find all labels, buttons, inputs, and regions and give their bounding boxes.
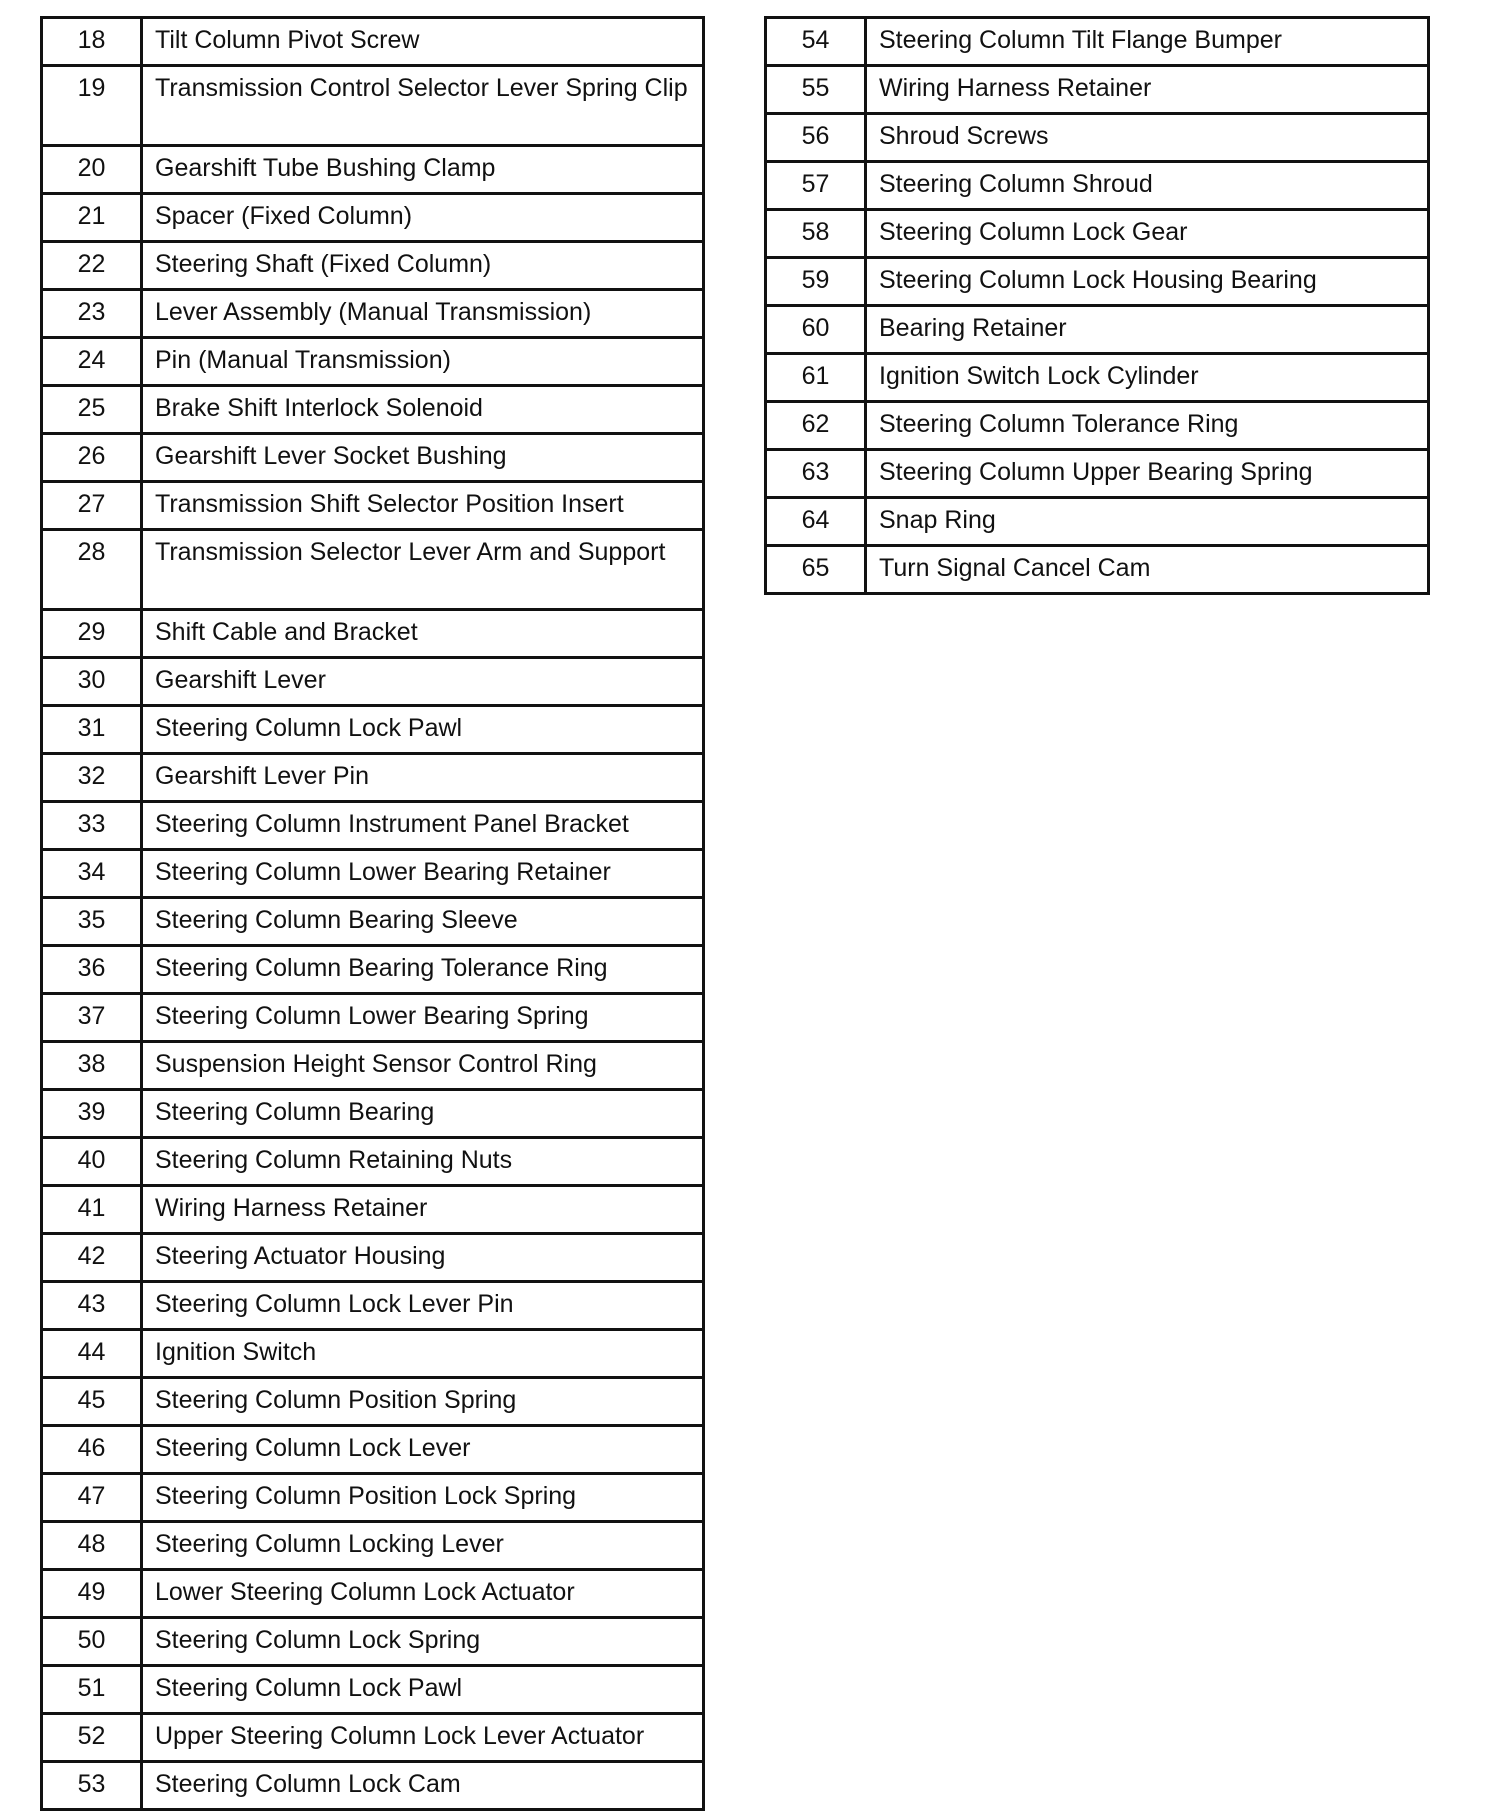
part-number: 45 (42, 1378, 142, 1426)
table-row (42, 1426, 704, 1474)
table-row (42, 290, 704, 338)
part-name: Steering Column Lower Bearing Spring (142, 994, 704, 1042)
table-row (42, 658, 704, 706)
part-number: 65 (766, 546, 866, 594)
part-number: 62 (766, 402, 866, 450)
table-row (42, 1186, 704, 1234)
table-row (766, 498, 1429, 546)
part-number: 59 (766, 258, 866, 306)
part-number: 30 (42, 658, 142, 706)
part-number: 48 (42, 1522, 142, 1570)
part-number: 35 (42, 898, 142, 946)
part-name: Suspension Height Sensor Control Ring (142, 1042, 704, 1090)
part-number: 21 (42, 194, 142, 242)
table-row (766, 258, 1429, 306)
part-number: 23 (42, 290, 142, 338)
table-row (766, 18, 1429, 66)
part-number: 43 (42, 1282, 142, 1330)
part-name: Steering Column Instrument Panel Bracket (142, 802, 704, 850)
part-name: Steering Column Lock Lever Pin (142, 1282, 704, 1330)
table-row (42, 994, 704, 1042)
part-name: Wiring Harness Retainer (866, 66, 1429, 114)
part-name: Shroud Screws (866, 114, 1429, 162)
part-number: 33 (42, 802, 142, 850)
part-number: 38 (42, 1042, 142, 1090)
part-name: Steering Column Lock Pawl (142, 706, 704, 754)
part-number: 61 (766, 354, 866, 402)
part-name: Steering Column Position Lock Spring (142, 1474, 704, 1522)
part-name: Steering Column Locking Lever (142, 1522, 704, 1570)
part-name: Steering Column Lower Bearing Retainer (142, 850, 704, 898)
table-row (766, 114, 1429, 162)
part-name: Steering Column Lock Cam (142, 1762, 704, 1810)
table-row (42, 66, 704, 146)
table-row (42, 1762, 704, 1810)
part-number: 24 (42, 338, 142, 386)
part-name: Tilt Column Pivot Screw (142, 18, 704, 66)
left-parts-table (40, 16, 705, 1811)
part-name: Steering Column Tilt Flange Bumper (866, 18, 1429, 66)
part-name: Ignition Switch (142, 1330, 704, 1378)
part-name: Steering Column Upper Bearing Spring (866, 450, 1429, 498)
part-number: 40 (42, 1138, 142, 1186)
part-number: 47 (42, 1474, 142, 1522)
part-number: 31 (42, 706, 142, 754)
part-name: Steering Column Lock Housing Bearing (866, 258, 1429, 306)
table-row (42, 706, 704, 754)
part-number: 52 (42, 1714, 142, 1762)
part-name: Steering Column Bearing (142, 1090, 704, 1138)
table-row (42, 1618, 704, 1666)
table-row (42, 1282, 704, 1330)
table-row (766, 306, 1429, 354)
part-name: Steering Column Bearing Tolerance Ring (142, 946, 704, 994)
table-row (42, 1474, 704, 1522)
table-row (766, 402, 1429, 450)
part-number: 44 (42, 1330, 142, 1378)
part-name: Steering Actuator Housing (142, 1234, 704, 1282)
table-row (766, 450, 1429, 498)
part-number: 29 (42, 610, 142, 658)
table-row (42, 1330, 704, 1378)
part-name: Steering Column Lock Lever (142, 1426, 704, 1474)
part-name: Wiring Harness Retainer (142, 1186, 704, 1234)
table-row (42, 1234, 704, 1282)
part-name: Gearshift Lever Socket Bushing (142, 434, 704, 482)
part-name: Transmission Selector Lever Arm and Support (142, 530, 704, 610)
part-name: Lever Assembly (Manual Transmission) (142, 290, 704, 338)
part-name: Bearing Retainer (866, 306, 1429, 354)
right-parts-table-body (766, 18, 1429, 594)
part-name: Steering Column Lock Pawl (142, 1666, 704, 1714)
part-name: Gearshift Tube Bushing Clamp (142, 146, 704, 194)
table-row (42, 1042, 704, 1090)
part-number: 53 (42, 1762, 142, 1810)
part-number: 20 (42, 146, 142, 194)
part-number: 39 (42, 1090, 142, 1138)
part-number: 41 (42, 1186, 142, 1234)
table-row (42, 610, 704, 658)
part-number: 60 (766, 306, 866, 354)
table-row (766, 546, 1429, 594)
part-number: 27 (42, 482, 142, 530)
part-number: 56 (766, 114, 866, 162)
table-row (42, 898, 704, 946)
table-row (42, 1714, 704, 1762)
table-row (42, 434, 704, 482)
part-number: 36 (42, 946, 142, 994)
part-number: 37 (42, 994, 142, 1042)
table-row (42, 1570, 704, 1618)
table-row (42, 338, 704, 386)
part-number: 55 (766, 66, 866, 114)
part-name: Steering Column Lock Spring (142, 1618, 704, 1666)
table-row (42, 530, 704, 610)
table-row (42, 194, 704, 242)
table-row (42, 482, 704, 530)
part-number: 51 (42, 1666, 142, 1714)
part-number: 57 (766, 162, 866, 210)
part-name: Snap Ring (866, 498, 1429, 546)
part-number: 54 (766, 18, 866, 66)
part-name: Steering Column Shroud (866, 162, 1429, 210)
part-name: Transmission Control Selector Lever Spring Clip (142, 66, 704, 146)
part-name: Spacer (Fixed Column) (142, 194, 704, 242)
part-name: Shift Cable and Bracket (142, 610, 704, 658)
part-number: 19 (42, 66, 142, 146)
part-number: 28 (42, 530, 142, 610)
part-name: Steering Column Lock Gear (866, 210, 1429, 258)
table-row (42, 1378, 704, 1426)
part-name: Brake Shift Interlock Solenoid (142, 386, 704, 434)
part-number: 22 (42, 242, 142, 290)
table-row (766, 66, 1429, 114)
part-number: 63 (766, 450, 866, 498)
table-row (42, 386, 704, 434)
table-row (42, 1522, 704, 1570)
part-name: Transmission Shift Selector Position Insert (142, 482, 704, 530)
part-name: Steering Column Retaining Nuts (142, 1138, 704, 1186)
table-row (42, 850, 704, 898)
table-row (42, 946, 704, 994)
part-number: 49 (42, 1570, 142, 1618)
table-row (766, 210, 1429, 258)
table-row (42, 18, 704, 66)
part-name: Steering Shaft (Fixed Column) (142, 242, 704, 290)
part-name: Steering Column Bearing Sleeve (142, 898, 704, 946)
part-number: 34 (42, 850, 142, 898)
part-name: Upper Steering Column Lock Lever Actuator (142, 1714, 704, 1762)
part-name: Lower Steering Column Lock Actuator (142, 1570, 704, 1618)
part-name: Turn Signal Cancel Cam (866, 546, 1429, 594)
part-number: 46 (42, 1426, 142, 1474)
part-name: Gearshift Lever Pin (142, 754, 704, 802)
part-name: Gearshift Lever (142, 658, 704, 706)
table-row (766, 354, 1429, 402)
table-row (42, 1090, 704, 1138)
part-number: 58 (766, 210, 866, 258)
right-parts-table (764, 16, 1430, 595)
table-row (42, 754, 704, 802)
table-row (766, 162, 1429, 210)
table-row (42, 242, 704, 290)
table-row (42, 802, 704, 850)
table-row (42, 1666, 704, 1714)
left-parts-table-body (42, 18, 704, 1810)
part-number: 50 (42, 1618, 142, 1666)
part-number: 42 (42, 1234, 142, 1282)
part-number: 18 (42, 18, 142, 66)
table-row (42, 1138, 704, 1186)
part-number: 26 (42, 434, 142, 482)
part-name: Steering Column Position Spring (142, 1378, 704, 1426)
part-name: Steering Column Tolerance Ring (866, 402, 1429, 450)
part-number: 25 (42, 386, 142, 434)
part-number: 64 (766, 498, 866, 546)
part-name: Ignition Switch Lock Cylinder (866, 354, 1429, 402)
table-row (42, 146, 704, 194)
part-name: Pin (Manual Transmission) (142, 338, 704, 386)
part-number: 32 (42, 754, 142, 802)
